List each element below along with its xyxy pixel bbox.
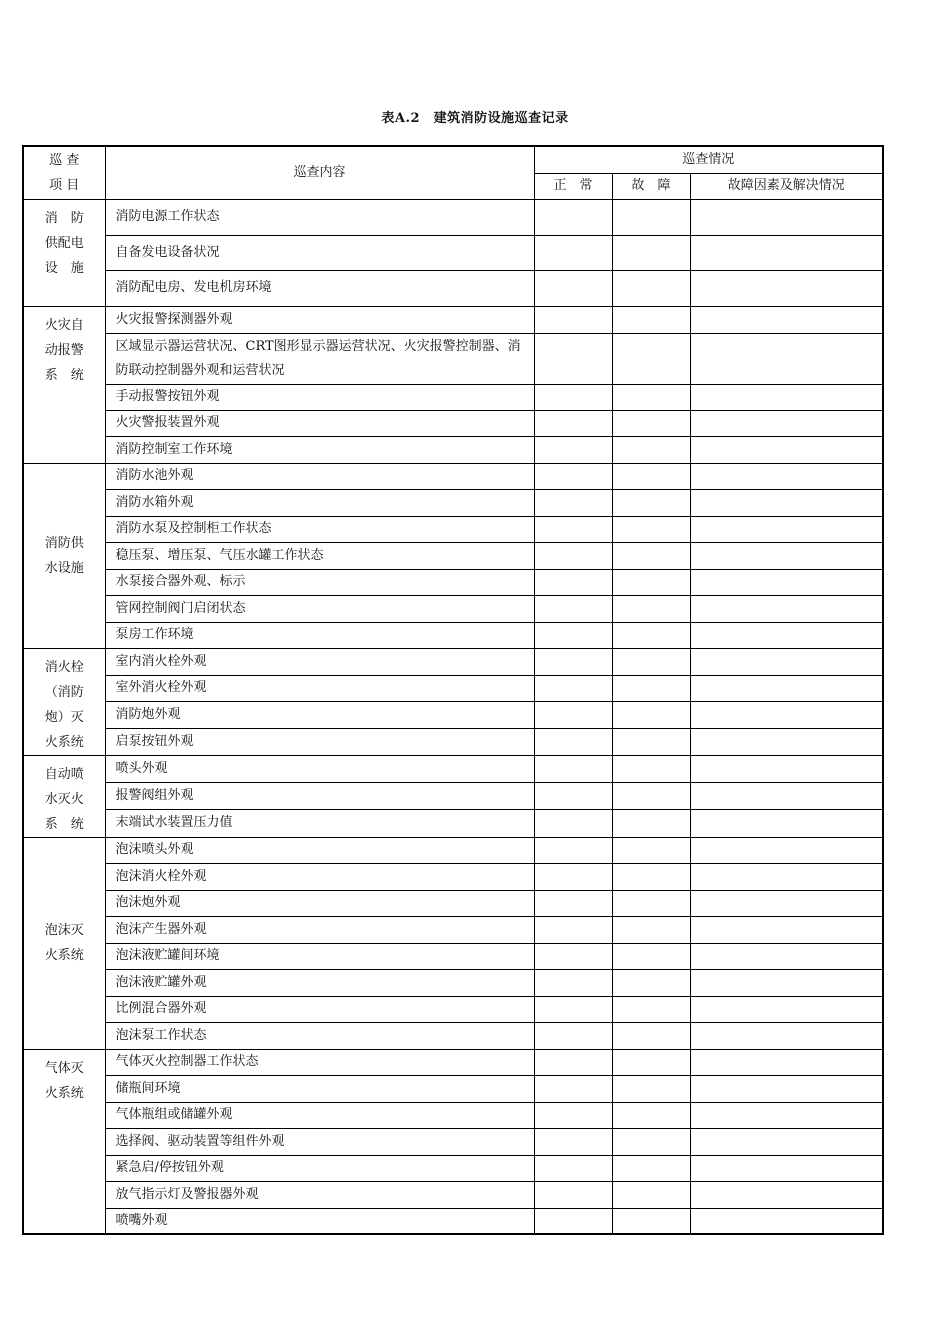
table-row	[23, 943, 883, 969]
header-fault: 故 障	[612, 173, 690, 199]
cell-cause[interactable]	[690, 837, 883, 863]
table-row	[23, 542, 883, 569]
category-label-line: 泡沫灭	[44, 923, 84, 938]
cell-fault[interactable]	[612, 837, 690, 863]
category-label-line: （消防	[44, 684, 84, 700]
cell-fault[interactable]	[612, 622, 690, 648]
inspection-item: 泡沫喷头外观	[105, 837, 534, 863]
cell-fault[interactable]	[612, 675, 690, 701]
category-label-line: 设 施	[44, 260, 84, 276]
cell-fault[interactable]	[612, 489, 690, 516]
cell-cause[interactable]	[690, 809, 883, 837]
cell-fault[interactable]	[612, 569, 690, 595]
cell-normal[interactable]	[534, 516, 612, 542]
inspection-item: 水泵接合器外观、标示	[105, 569, 534, 595]
cell-cause[interactable]	[690, 199, 883, 235]
cell-fault[interactable]	[612, 306, 690, 333]
table-row	[23, 1208, 883, 1234]
cell-normal[interactable]	[534, 1022, 612, 1049]
table-row	[23, 306, 883, 333]
cell-normal[interactable]	[534, 235, 612, 270]
cell-cause[interactable]	[690, 1181, 883, 1208]
cell-normal[interactable]	[534, 463, 612, 489]
cell-cause[interactable]	[690, 489, 883, 516]
cell-cause[interactable]	[690, 675, 883, 701]
category-label-line: 供配电	[44, 235, 84, 251]
inspection-item: 泡沫泵工作状态	[105, 1022, 534, 1049]
cell-cause[interactable]	[690, 270, 883, 306]
cell-cause[interactable]	[690, 542, 883, 569]
category-label-line: 消 防	[44, 210, 84, 226]
cell-normal[interactable]	[534, 306, 612, 333]
table-row	[23, 569, 883, 595]
header-content: 巡查内容	[105, 146, 534, 199]
inspection-item: 气体灭火控制器工作状态	[105, 1049, 534, 1075]
table-row	[23, 996, 883, 1022]
category-cell	[23, 199, 105, 306]
category-label-line: 火系统	[44, 734, 84, 750]
header-cause: 故障因素及解决情况	[690, 173, 883, 199]
cell-fault[interactable]	[612, 436, 690, 463]
header-status: 巡查情况	[534, 146, 883, 173]
cell-normal[interactable]	[534, 1128, 612, 1155]
cell-cause[interactable]	[690, 755, 883, 783]
cell-fault[interactable]	[612, 890, 690, 916]
table-row	[23, 755, 883, 783]
cell-cause[interactable]	[690, 410, 883, 436]
table-row	[23, 1049, 883, 1075]
cell-normal[interactable]	[534, 809, 612, 837]
table-row	[23, 463, 883, 489]
cell-fault[interactable]	[612, 463, 690, 489]
table-row	[23, 648, 883, 675]
cell-normal[interactable]	[534, 384, 612, 410]
cell-normal[interactable]	[534, 436, 612, 463]
table-row	[23, 595, 883, 622]
category-label-line: 水设施	[44, 560, 84, 576]
cell-fault[interactable]	[612, 701, 690, 728]
cell-fault[interactable]	[612, 1102, 690, 1128]
inspection-item: 消防水泵及控制柜工作状态	[105, 516, 534, 542]
category-cell	[23, 755, 105, 837]
table-row	[23, 1181, 883, 1208]
cell-fault[interactable]	[612, 1208, 690, 1234]
cell-fault[interactable]	[612, 595, 690, 622]
table-row	[23, 729, 883, 755]
category-label-line: 消防供	[44, 535, 84, 551]
inspection-item: 泵房工作环境	[105, 622, 534, 648]
cell-normal[interactable]	[534, 783, 612, 810]
table-row	[23, 1128, 883, 1155]
table-row	[23, 863, 883, 890]
cell-normal[interactable]	[534, 648, 612, 675]
cell-fault[interactable]	[612, 1155, 690, 1181]
cell-normal[interactable]	[534, 1102, 612, 1128]
header-project-line1: 巡 查	[49, 152, 80, 168]
cell-fault[interactable]	[612, 1022, 690, 1049]
table-row	[23, 270, 883, 306]
inspection-item: 室外消火栓外观	[105, 675, 534, 701]
category-label-line: 火灾自	[44, 317, 84, 333]
category-label-line: 消火栓	[44, 659, 84, 675]
inspection-item: 末端试水装置压力值	[105, 809, 534, 837]
cell-cause[interactable]	[690, 783, 883, 810]
cell-normal[interactable]	[534, 199, 612, 235]
inspection-item: 泡沫产生器外观	[105, 916, 534, 943]
cell-normal[interactable]	[534, 837, 612, 863]
inspection-item: 消防电源工作状态	[105, 199, 534, 235]
inspection-item: 放气指示灯及警报器外观	[105, 1181, 534, 1208]
cell-normal[interactable]	[534, 701, 612, 728]
cell-fault[interactable]	[612, 235, 690, 270]
cell-normal[interactable]	[534, 969, 612, 996]
cell-cause[interactable]	[690, 595, 883, 622]
table-row	[23, 436, 883, 463]
cell-fault[interactable]	[612, 783, 690, 810]
inspection-item: 管网控制阀门启闭状态	[105, 595, 534, 622]
inspection-item: 泡沫液贮罐外观	[105, 969, 534, 996]
table-row	[23, 969, 883, 996]
table-row	[23, 1022, 883, 1049]
category-label-line: 水灭火	[44, 791, 84, 807]
inspection-item: 选择阀、驱动装置等组件外观	[105, 1128, 534, 1155]
cell-normal[interactable]	[534, 1155, 612, 1181]
cell-fault[interactable]	[612, 410, 690, 436]
cell-cause[interactable]	[690, 863, 883, 890]
cell-normal[interactable]	[534, 996, 612, 1022]
cell-cause[interactable]	[690, 1049, 883, 1075]
cell-normal[interactable]	[534, 333, 612, 384]
inspection-item: 启泵按钮外观	[105, 729, 534, 755]
category-cell	[23, 306, 105, 463]
cell-cause[interactable]	[690, 969, 883, 996]
inspection-item: 手动报警按钮外观	[105, 384, 534, 410]
category-label-line: 炮）灭	[44, 709, 84, 725]
cell-fault[interactable]	[612, 384, 690, 410]
inspection-item: 泡沫液贮罐间环境	[105, 943, 534, 969]
inspection-item: 自备发电设备状况	[105, 235, 534, 270]
cell-fault[interactable]	[612, 729, 690, 755]
category-label-line: 自动喷	[44, 766, 84, 782]
cell-normal[interactable]	[534, 1208, 612, 1234]
cell-cause[interactable]	[690, 235, 883, 270]
cell-normal[interactable]	[534, 542, 612, 569]
cell-cause[interactable]	[690, 333, 883, 384]
header-project-line2: 项 目	[49, 177, 80, 193]
category-label-line: 气体灭	[44, 1060, 84, 1076]
cell-normal[interactable]	[534, 916, 612, 943]
cell-normal[interactable]	[534, 1181, 612, 1208]
cell-cause[interactable]	[690, 996, 883, 1022]
cell-fault[interactable]	[612, 270, 690, 306]
table-row	[23, 1075, 883, 1102]
table-row	[23, 890, 883, 916]
cell-cause[interactable]	[690, 729, 883, 755]
category-cell	[23, 648, 105, 755]
cell-normal[interactable]	[534, 890, 612, 916]
cell-cause[interactable]	[690, 916, 883, 943]
inspection-item: 室内消火栓外观	[105, 648, 534, 675]
inspection-item: 消防控制室工作环境	[105, 436, 534, 463]
cell-normal[interactable]	[534, 595, 612, 622]
cell-fault[interactable]	[612, 1049, 690, 1075]
cell-cause[interactable]	[690, 1102, 883, 1128]
cell-normal[interactable]	[534, 489, 612, 516]
inspection-item: 消防配电房、发电机房环境	[105, 270, 534, 306]
inspection-item: 紧急启/停按钮外观	[105, 1155, 534, 1181]
cell-fault[interactable]	[612, 542, 690, 569]
cell-cause[interactable]	[690, 648, 883, 675]
category-cell	[23, 837, 105, 1049]
table-row	[23, 675, 883, 701]
category-label-line: 火系统	[44, 1085, 84, 1101]
cell-cause[interactable]	[690, 306, 883, 333]
category-label-line: 系 统	[44, 367, 84, 383]
cell-cause[interactable]	[690, 1022, 883, 1049]
inspection-item: 消防水池外观	[105, 463, 534, 489]
category-label-line: 动报警	[44, 342, 84, 358]
inspection-item: 比例混合器外观	[105, 996, 534, 1022]
cell-fault[interactable]	[612, 1075, 690, 1102]
cell-normal[interactable]	[534, 1049, 612, 1075]
table-row	[23, 384, 883, 410]
category-label-line: 火系统	[44, 948, 84, 963]
table-row	[23, 837, 883, 863]
cell-fault[interactable]	[612, 1128, 690, 1155]
cell-normal[interactable]	[534, 622, 612, 648]
cell-cause[interactable]	[690, 569, 883, 595]
cell-normal[interactable]	[534, 675, 612, 701]
cell-normal[interactable]	[534, 410, 612, 436]
table-row	[23, 489, 883, 516]
inspection-record-table	[22, 145, 884, 1235]
table-row	[23, 1155, 883, 1181]
cell-cause[interactable]	[690, 436, 883, 463]
cell-fault[interactable]	[612, 969, 690, 996]
cell-fault[interactable]	[612, 809, 690, 837]
cell-normal[interactable]	[534, 943, 612, 969]
cell-fault[interactable]	[612, 199, 690, 235]
cell-fault[interactable]	[612, 863, 690, 890]
header-row-1	[23, 146, 883, 173]
cell-fault[interactable]	[612, 333, 690, 384]
cell-fault[interactable]	[612, 755, 690, 783]
table-row	[23, 783, 883, 810]
table-row	[23, 516, 883, 542]
cell-cause[interactable]	[690, 1128, 883, 1155]
table-row	[23, 333, 883, 384]
inspection-item: 消防炮外观	[105, 701, 534, 728]
inspection-item: 火灾报警探测器外观	[105, 306, 534, 333]
cell-normal[interactable]	[534, 569, 612, 595]
inspection-item: 储瓶间环境	[105, 1075, 534, 1102]
cell-cause[interactable]	[690, 701, 883, 728]
cell-fault[interactable]	[612, 648, 690, 675]
table-row	[23, 622, 883, 648]
cell-fault[interactable]	[612, 916, 690, 943]
inspection-item: 火灾警报装置外观	[105, 410, 534, 436]
header-project	[23, 146, 105, 199]
inspection-item: 喷头外观	[105, 755, 534, 783]
inspection-item: 喷嘴外观	[105, 1208, 534, 1234]
table-row	[23, 410, 883, 436]
inspection-item: 区域显示器运营状况、CRT图形显示器运营状况、火灾报警控制器、消防联动控制器外观和运营状况	[105, 333, 534, 384]
table-row	[23, 916, 883, 943]
table-row	[23, 809, 883, 837]
cell-cause[interactable]	[690, 1075, 883, 1102]
table-row	[23, 235, 883, 270]
cell-normal[interactable]	[534, 270, 612, 306]
cell-cause[interactable]	[690, 1155, 883, 1181]
header-normal: 正 常	[534, 173, 612, 199]
cell-cause[interactable]	[690, 622, 883, 648]
category-label-line: 系 统	[44, 816, 84, 832]
table-row	[23, 1102, 883, 1128]
inspection-item: 稳压泵、增压泵、气压水罐工作状态	[105, 542, 534, 569]
table-row	[23, 199, 883, 235]
cell-fault[interactable]	[612, 1181, 690, 1208]
inspection-item: 报警阀组外观	[105, 783, 534, 810]
category-cell	[23, 1049, 105, 1234]
inspection-item: 消防水箱外观	[105, 489, 534, 516]
cell-fault[interactable]	[612, 943, 690, 969]
cell-cause[interactable]	[690, 516, 883, 542]
cell-cause[interactable]	[690, 384, 883, 410]
cell-normal[interactable]	[534, 1075, 612, 1102]
cell-cause[interactable]	[690, 943, 883, 969]
inspection-item: 泡沫炮外观	[105, 890, 534, 916]
cell-normal[interactable]	[534, 729, 612, 755]
category-cell	[23, 463, 105, 648]
cell-fault[interactable]	[612, 996, 690, 1022]
cell-normal[interactable]	[534, 863, 612, 890]
cell-fault[interactable]	[612, 516, 690, 542]
inspection-item: 泡沫消火栓外观	[105, 863, 534, 890]
table-row	[23, 701, 883, 728]
cell-cause[interactable]	[690, 1208, 883, 1234]
inspection-item: 气体瓶组或储罐外观	[105, 1102, 534, 1128]
cell-normal[interactable]	[534, 755, 612, 783]
cell-cause[interactable]	[690, 890, 883, 916]
cell-cause[interactable]	[690, 463, 883, 489]
page-title: 表A.2 建筑消防设施巡查记录	[381, 111, 569, 126]
